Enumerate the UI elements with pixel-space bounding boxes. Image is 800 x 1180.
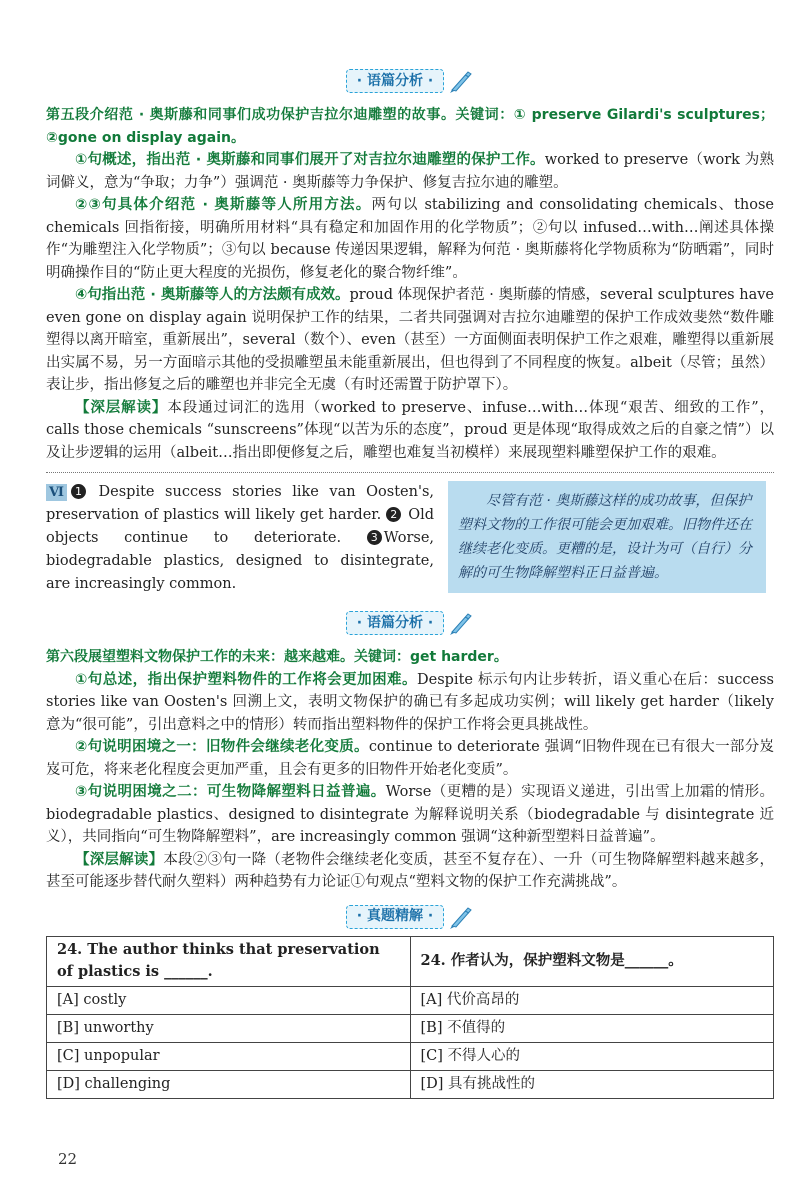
option-en: [D] challenging (47, 1070, 411, 1098)
paragraph-number: Ⅵ (46, 484, 67, 501)
section1-para-1 (46, 149, 774, 194)
deep-label: 【深层解读】 (75, 399, 168, 416)
section2-intro: 第六段展望塑料文物保护工作的未来：越来越难。关键词：get harder。 (46, 649, 508, 665)
table-row (47, 936, 774, 986)
para-body: Despite 标示句内让步转折，语义重心在后：success stories like van Oosten's 回溯上文，表明文物保护的确已有多起成功实例；will likely get harder（likely 意为“很可能”，引出意料之中的情形）转而指出塑料物件的保护工作将会更具挑战性。 (46, 671, 774, 733)
section2-deep-reading (46, 849, 774, 894)
deep-body: 本段通过词汇的选用（worked to preserve、infuse…with…体现“艰苦、细致的工作”，calls those chemicals “sunscreens”体现“以苦为乐的态度”，proud 更是体现“取得成效之后的自豪之情”）以及让步逻辑的运用（albeit…指出即便修复之后，雕塑也难复当初模样）来展现塑料雕塑保护工作的艰难。 (46, 399, 775, 461)
option-en: [C] unpopular (47, 1042, 411, 1070)
heading-label: · 语篇分析 · (346, 611, 444, 635)
deep-label: 【深层解读】 (75, 851, 164, 868)
sentence-number: 2 (386, 507, 401, 522)
section1-para-3 (46, 284, 774, 397)
section-heading-2 (46, 608, 774, 638)
para-lead: ①句概述，指出范 · 奥斯藤和同事们展开了对吉拉尔迪雕塑的保护工作。 (75, 152, 545, 168)
section2-para-2 (46, 736, 774, 781)
sentence-2: Old objects continue to deteriorate. (46, 507, 434, 546)
para-lead: ②③句具体介绍范 · 奥斯藤等人所用方法。 (75, 197, 372, 213)
para-body: worked to preserve（work 为熟词僻义，意为“争取；力争”）强调范 · 奥斯藤等力争保护、修复吉拉尔迪的雕塑。 (46, 152, 774, 191)
sentence-number: 1 (71, 484, 86, 499)
sentence-number: 3 (367, 530, 382, 545)
section2-para-3 (46, 781, 774, 849)
question-zh: 24. 作者认为，保护塑料文物是______。 (410, 936, 774, 986)
para-body: continue to deteriorate 强调“旧物件现在已有很大一部分岌岌可危，将来老化程度会更加严重，且会有更多的旧物件开始老化变质”。 (46, 739, 774, 778)
question-en: 24. The author thinks that preservation of plastics is ______. (47, 936, 411, 986)
page-number: 22 (58, 1150, 78, 1168)
section1-para-2 (46, 194, 774, 284)
para-lead: ③句说明困境之二：可生物降解塑料日益普遍。 (75, 784, 386, 800)
heading-label: · 语篇分析 · (346, 69, 444, 93)
deep-body: 本段②③句一降（老物件会继续老化变质，甚至不复存在）、一升（可生物降解塑料越来越多，甚至可能逐步替代耐久塑料）两种趋势有力论证①句观点“塑料文物的保护工作充满挑战”。 (46, 851, 775, 890)
passage-block (46, 481, 774, 596)
sentence-3: Worse, biodegradable plastics, designed to disintegrate, are increasingly common. (46, 530, 435, 592)
para-body: 两句以 stabilizing and consolidating chemicals、those chemicals 回指衔接，明确所用材料“具有稳定和加固作用的化学物质”；②句以 infused…with…阐述具体操作“为雕塑注入化学物质”；③句以 because 传递因果逻辑，解释为何范 · 奥斯藤将化学物质称为“防晒霜”，同时明确操作目的“防止更大程度的光损伤，修复老化的聚合物纤维”。 (46, 197, 774, 281)
table-row (47, 1042, 774, 1070)
table-row (47, 1070, 774, 1098)
section1-intro: 第五段介绍范 · 奥斯藤和同事们成功保护吉拉尔迪雕塑的故事。关键词：① preserve Gilardi's sculptures；②gone on display again。 (46, 107, 774, 146)
para-lead: ②句说明困境之一：旧物件会继续老化变质。 (75, 739, 369, 755)
para-lead: ④句指出范 · 奥斯藤等人的方法颇有成效。 (75, 287, 350, 303)
option-zh: [D] 具有挑战性的 (410, 1070, 774, 1098)
translation-box: 尽管有范 · 奥斯藤这样的成功故事，但保护塑料文物的工作很可能会更加艰难。旧物件还在继续老化变质。更糟的是，设计为可（自行）分解的可生物降解塑料正日益普遍。 (448, 481, 766, 593)
pen-icon (448, 68, 474, 94)
section-heading-1 (46, 66, 774, 96)
para-body: proud 体现保护者范 · 奥斯藤的情感，several sculptures have even gone on display again 说明保护工作的结果，二者共同强调对吉拉尔迪雕塑的保护工作成效斐然“数件雕塑得以离开暗室，重新展出”，several（数个）、even（甚至）一方面侧面表明保护工作之艰难，雕塑得以重新展出实属不易，另一方面暗示其他的受损雕塑虽未能重新展出，但也得到了不同程度的恢复。albeit（尽管；虽然）表让步，指出修复之后的雕塑也并非完全无虞（有时还需置于防护罩下）。 (46, 287, 774, 393)
divider (46, 472, 774, 473)
section-heading-3 (46, 902, 774, 932)
table-row (47, 986, 774, 1014)
table-row (47, 1014, 774, 1042)
passage-english (46, 481, 434, 596)
option-zh: [B] 不值得的 (410, 1014, 774, 1042)
option-zh: [C] 不得人心的 (410, 1042, 774, 1070)
heading-label: · 真题精解 · (346, 905, 444, 929)
pen-icon (448, 610, 474, 636)
section2-para-1 (46, 669, 774, 737)
sentence-1: Despite success stories like van Oosten's, preservation of plastics will likely get harder. (46, 484, 434, 523)
para-lead: ①句总述，指出保护塑料物件的工作将会更加困难。 (75, 671, 417, 688)
option-en: [B] unworthy (47, 1014, 411, 1042)
option-en: [A] costly (47, 986, 411, 1014)
para-body: Worse（更糟的是）实现语义递进，引出雪上加霜的情形。biodegradable plastics、designed to disintegrate 为解释说明关系（biodegradable 与 disintegrate 近义），共同指向“可生物降解塑料”，are increasingly common 强调“这种新型塑料日益普遍”。 (46, 784, 774, 845)
page (46, 0, 774, 1099)
question-table (46, 936, 774, 1099)
pen-icon (448, 904, 474, 930)
option-zh: [A] 代价高昂的 (410, 986, 774, 1014)
section1-deep-reading (46, 397, 774, 465)
